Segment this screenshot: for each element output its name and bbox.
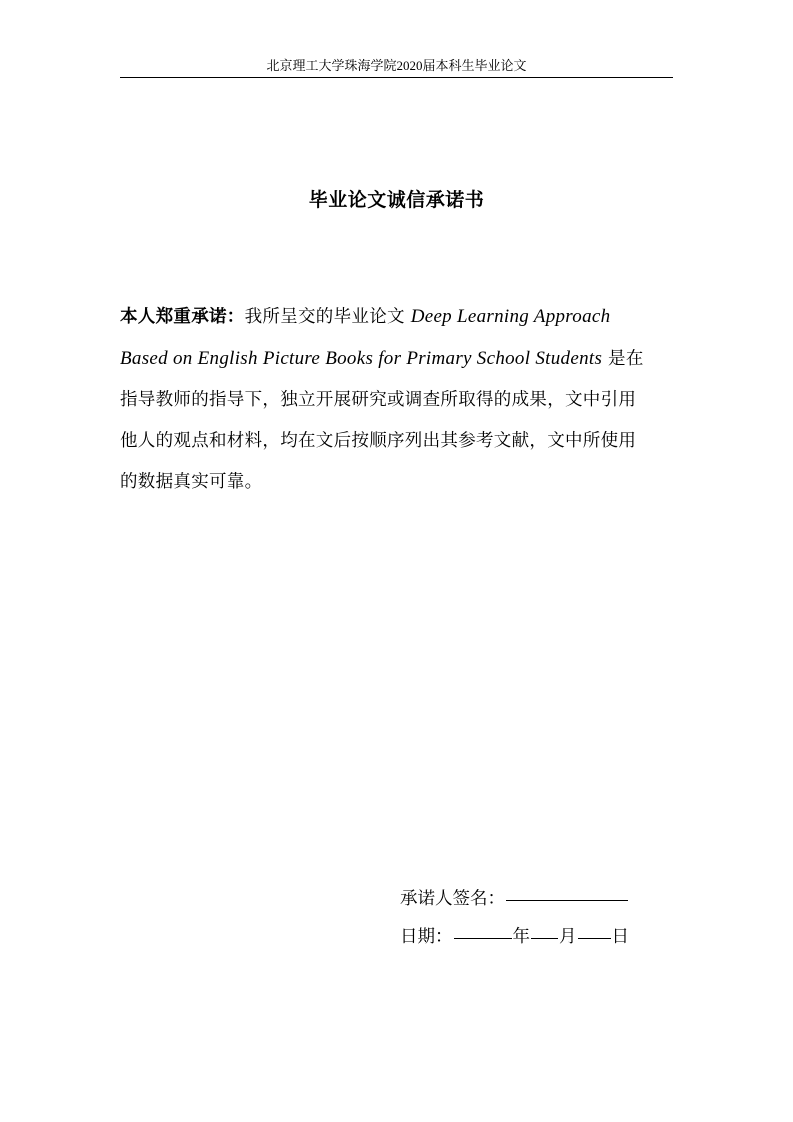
pledge-lead: 本人郑重承诺： [120,307,245,327]
pledge-text-before-title: 我所呈交的毕业论文 [244,307,405,327]
day-blank-line [578,937,611,939]
date-label: 日期： [400,927,453,947]
year-blank-line [454,937,512,939]
day-label: 日 [611,927,629,947]
page-header [120,55,673,78]
thesis-title: Deep Learning Approach Based on English Picture Books for Primary School Students [120,306,611,369]
signature-block [400,880,650,956]
signer-label: 承诺人签名： [400,889,505,909]
pledge-paragraph [120,296,650,503]
pledge-text-after-title: 是在指导教师的指导下，独立开展研究或调查所取得的成果，文中引用他人的观点和材料，均在文后按顺序列出其参考文献，文中所使用的数据真实可靠。 [120,349,644,492]
signature-blank-line [506,899,628,901]
month-blank-line [531,937,558,939]
month-label: 月 [559,927,577,947]
document-title: 毕业论文诚信承诺书 [308,189,485,211]
year-label: 年 [512,927,530,947]
signer-row [400,880,650,918]
date-row [400,918,650,956]
header-text: 北京理工大学珠海学院2020届本科生毕业论文 [266,58,527,73]
